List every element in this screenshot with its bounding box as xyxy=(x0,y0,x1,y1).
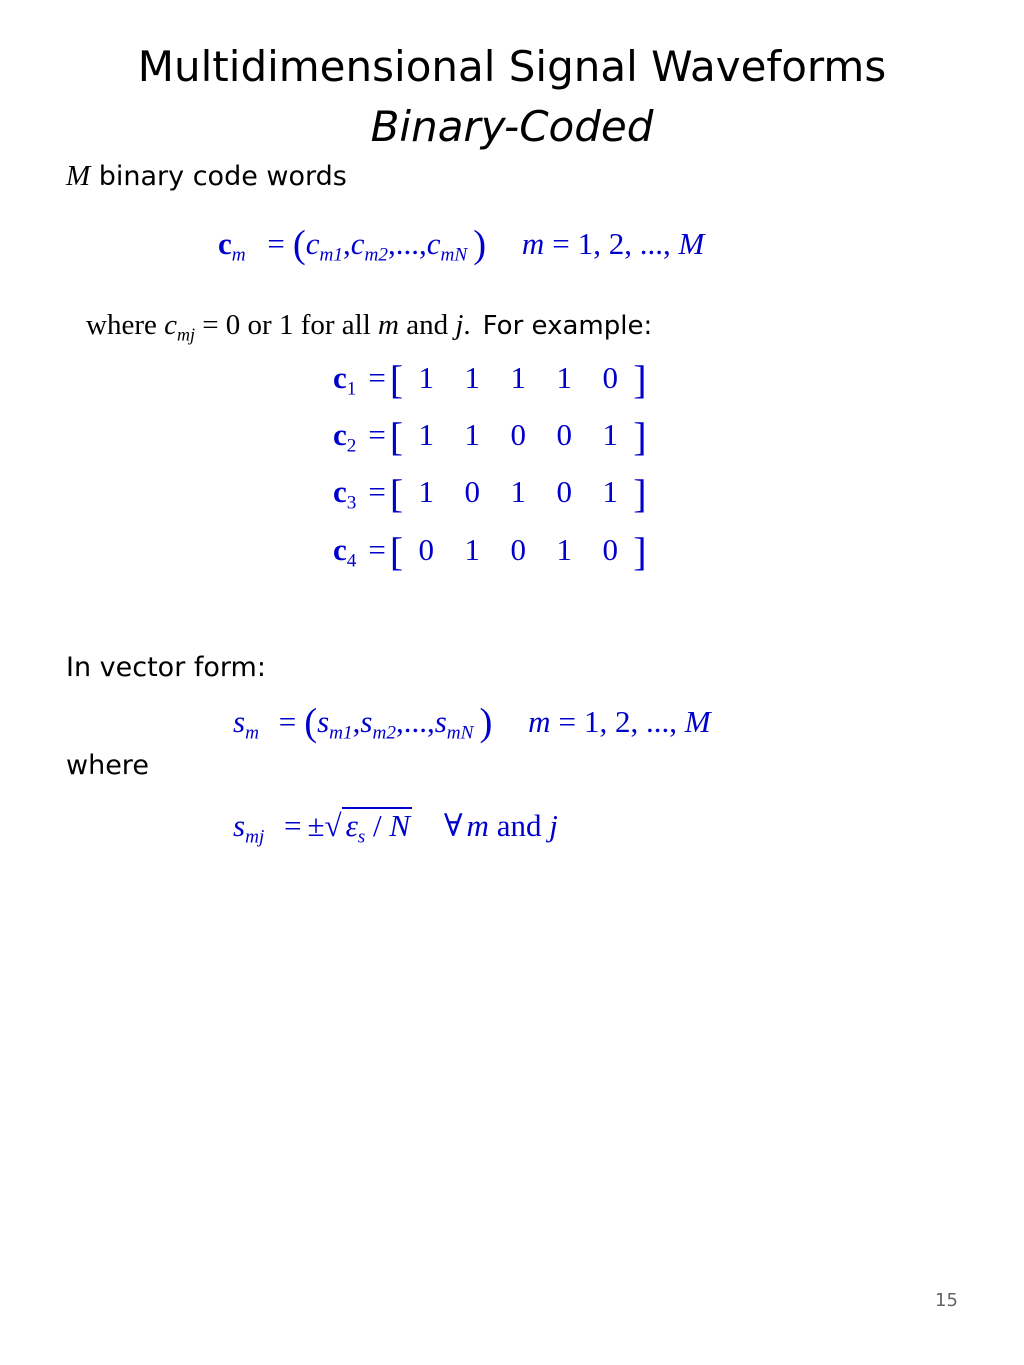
forall-symbol: ∀ xyxy=(443,808,463,843)
eq-range-end: M xyxy=(678,226,705,261)
eq-lhs-sub: mj xyxy=(245,826,265,848)
eq-equals: = xyxy=(278,704,297,739)
where-condition-line xyxy=(86,305,652,346)
eq-range-var: m xyxy=(528,704,551,739)
eq-sep-1: , xyxy=(343,226,351,261)
symbol-m: m xyxy=(466,808,489,843)
slide-subtitle: Binary-Coded xyxy=(370,102,654,151)
vector-sub: 2 xyxy=(346,435,357,457)
intro-text xyxy=(66,158,347,195)
where-word: where xyxy=(86,309,165,341)
vector-cell: 0 xyxy=(556,474,572,509)
eq-open-paren: ( xyxy=(304,701,318,745)
vector-cell: 0 xyxy=(418,532,434,567)
plus-minus-symbol: ± xyxy=(307,808,325,843)
vector-cell: 1 xyxy=(510,474,526,509)
eq-open-paren: ( xyxy=(292,223,306,267)
eq-term-2-sub: m2 xyxy=(372,722,396,744)
vector-cell: 1 xyxy=(464,532,480,567)
example-vector-1: $c_1$ = [ 1 1 1 1 0 ] xyxy=(333,356,647,402)
eq-lhs: c xyxy=(218,226,232,261)
eq-close-paren: ) xyxy=(479,701,493,745)
eq-term-n-sub: mN xyxy=(440,244,468,266)
vector-sub: 1 xyxy=(346,378,357,400)
symbol-j: j xyxy=(549,808,558,843)
where-and: and xyxy=(398,309,456,341)
symbol-M: M xyxy=(66,160,91,192)
example-vector-4: $c_4$ = [ 0 1 0 1 0 ] xyxy=(333,528,647,574)
divide-slash: / xyxy=(365,808,390,843)
eq-equals: = xyxy=(267,226,285,261)
eq-term-n: s xyxy=(434,704,447,739)
vector-cell: 1 xyxy=(602,474,618,509)
eq-lhs-sub: m xyxy=(231,244,246,266)
eq-term-1-sub: m1 xyxy=(319,244,344,266)
square-root xyxy=(325,804,413,848)
vector-symbol: c xyxy=(333,532,347,567)
where-condition: = 0 or 1 for all xyxy=(194,309,378,341)
vector-cell: 0 xyxy=(602,360,618,395)
eq-term-n: c xyxy=(426,226,441,261)
eq-range-end: M xyxy=(684,704,711,739)
eq-term-1-sub: m1 xyxy=(329,722,353,744)
vector-sub: 4 xyxy=(346,550,357,572)
vector-cell: 0 xyxy=(510,417,526,452)
vector-cell: 1 xyxy=(510,360,526,395)
vector-symbol: c xyxy=(333,417,347,452)
vector-symbol: c xyxy=(333,474,347,509)
where-c: c xyxy=(164,309,177,341)
where-c-sub: mj xyxy=(176,324,195,345)
eq-term-2: s xyxy=(360,704,373,739)
example-vector-3: $c_3$ = [ 1 0 1 0 1 ] xyxy=(333,470,647,516)
codeword-equation xyxy=(218,222,704,267)
eq-range-values: 1, 2, ..., xyxy=(577,226,679,261)
vector-cell: 1 xyxy=(602,417,618,452)
eq-term-1: c xyxy=(305,226,320,261)
vector-cell: 1 xyxy=(418,417,434,452)
eq-sep-1: , xyxy=(352,704,361,739)
eq-range-var: m xyxy=(521,226,545,261)
where-period: . xyxy=(463,309,471,341)
energy-symbol: ε xyxy=(345,808,358,843)
vector-cell: 0 xyxy=(464,474,480,509)
vector-cell: 1 xyxy=(418,360,434,395)
vector-cell: 1 xyxy=(464,360,480,395)
eq-sep-2: ,..., xyxy=(395,704,435,739)
eq-term-1: s xyxy=(317,704,330,739)
eq-sep-2: ,..., xyxy=(388,226,427,261)
vector-sub: 3 xyxy=(346,492,357,514)
symbol-N: N xyxy=(389,808,411,843)
intro-text-body: binary code words xyxy=(90,161,347,192)
eq-term-n-sub: mN xyxy=(446,722,474,744)
eq-term-2: c xyxy=(350,226,365,261)
vector-cell: 1 xyxy=(556,532,572,567)
eq-close-paren: ) xyxy=(473,223,487,267)
for-example-text: For example: xyxy=(482,311,653,341)
radical-sign-icon: √ xyxy=(324,808,342,843)
eq-range-equals: = xyxy=(558,704,577,739)
eq-term-2-sub: m2 xyxy=(364,244,389,266)
where-j: j xyxy=(455,309,464,341)
example-vector-2: $c_2$ = [ 1 1 0 0 1 ] xyxy=(333,413,647,459)
vector-cell: 0 xyxy=(510,532,526,567)
vector-cell: 1 xyxy=(556,360,572,395)
amplitude-equation xyxy=(233,804,558,848)
eq-range-equals: = xyxy=(552,226,570,261)
vector-symbol: c xyxy=(333,360,347,395)
vector-cell: 1 xyxy=(418,474,434,509)
vector-cell: 1 xyxy=(464,417,480,452)
eq-lhs: s xyxy=(233,704,246,739)
page-number: 15 xyxy=(935,1290,958,1311)
where-label: where xyxy=(66,750,149,781)
vector-cell: 0 xyxy=(602,532,618,567)
eq-lhs-sub: m xyxy=(245,722,259,744)
eq-range-values: 1, 2, ..., xyxy=(584,704,685,739)
eq-lhs: s xyxy=(233,808,246,843)
vector-cell: 0 xyxy=(556,417,572,452)
and-word: and xyxy=(488,808,550,843)
signal-equation xyxy=(233,700,711,745)
vector-form-label: In vector form: xyxy=(66,652,266,683)
slide-title: Multidimensional Signal Waveforms xyxy=(137,42,887,91)
eq-equals: = xyxy=(284,808,302,843)
energy-sub: s xyxy=(357,826,366,848)
where-m: m xyxy=(378,309,399,341)
